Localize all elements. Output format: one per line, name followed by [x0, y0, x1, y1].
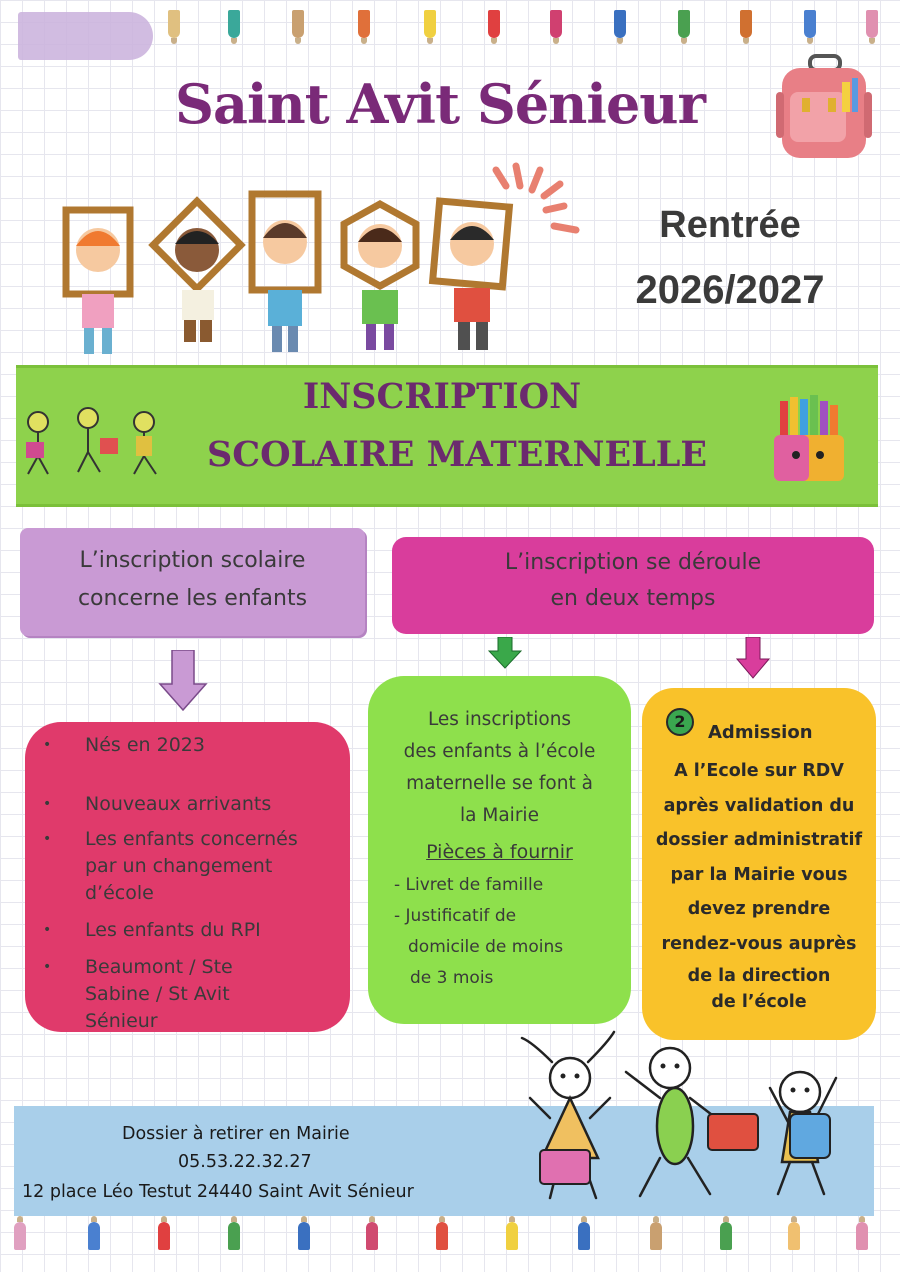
pieces-title: Pièces à fournir [426, 841, 573, 863]
school-year: 2026/2027 [635, 268, 825, 312]
doc-justificatif-2: domicile de moins [408, 937, 564, 957]
rentree-label: Rentrée [659, 204, 801, 246]
enfants-concernes-box [25, 722, 350, 1032]
admission-line: devez prendre [687, 899, 831, 919]
arrow-down-green-icon [488, 637, 522, 669]
backpack-icon [772, 52, 876, 164]
doc-livret: - Livret de famille [394, 875, 544, 895]
admission-line: dossier administratif [655, 830, 863, 850]
top-pencils-border [0, 10, 900, 50]
deroule-line1: L’inscription se déroule [504, 550, 762, 575]
admission-box [642, 688, 876, 1040]
footer-phone: 05.53.22.32.27 [178, 1152, 312, 1172]
list-item: • Nés en 2023 [25, 732, 340, 759]
list-item: • Beaumont / Ste Sabine / St Avit Sénieur [25, 954, 340, 1035]
admission-line: rendez-vous auprès [661, 933, 857, 954]
deroule-box [392, 537, 874, 634]
crayons-icon [760, 395, 860, 485]
dancing-kids-illustration [500, 1018, 880, 1218]
step-badge: 2 [666, 708, 694, 736]
footer-address: 12 place Léo Testut 24440 Saint Avit Sénieur [22, 1182, 414, 1202]
banner-title-line2: SCOLAIRE MATERNELLE [206, 434, 708, 475]
page-title: Saint Avit Sénieur [174, 72, 706, 136]
admission-title: Admission [708, 722, 813, 743]
banner-title-line1: INSCRIPTION [302, 376, 582, 417]
admission-line: après validation du [663, 795, 855, 816]
arrow-down-lilac-icon [158, 650, 208, 712]
bottom-pencils-border [0, 1222, 900, 1262]
list-item: • Les enfants du RPI [25, 917, 340, 944]
children-frames-illustration [40, 160, 600, 365]
list-item: • Les enfants concernés par un changement d’école [25, 826, 340, 907]
footer-dossier: Dossier à retirer en Mairie [122, 1124, 350, 1144]
doc-justificatif-1: - Justificatif de [394, 906, 517, 926]
inscriptions-line3: maternelle se font à [406, 773, 593, 794]
concerne-line2: concerne les enfants [77, 586, 308, 611]
doc-justificatif-3: de 3 mois [410, 968, 494, 988]
admission-line: de la direction [687, 966, 831, 986]
concerne-box [20, 528, 365, 636]
inscriptions-mairie-box [368, 676, 631, 1024]
arrow-down-magenta-icon [736, 637, 770, 679]
admission-line: A l’Ecole sur RDV [674, 761, 844, 781]
admission-line: de l’école [711, 992, 807, 1012]
list-item: • Nouveaux arrivants [25, 791, 340, 818]
concerne-line1: L’inscription scolaire [79, 548, 306, 573]
admission-line: par la Mairie vous [670, 864, 848, 885]
deroule-line2: en deux temps [550, 586, 716, 611]
inscriptions-line4: la Mairie [460, 805, 539, 826]
inscriptions-line1: Les inscriptions [427, 709, 572, 730]
enfants-list [25, 732, 340, 1035]
inscriptions-line2: des enfants à l’école [403, 741, 596, 762]
stick-kids-illustration [16, 400, 166, 480]
